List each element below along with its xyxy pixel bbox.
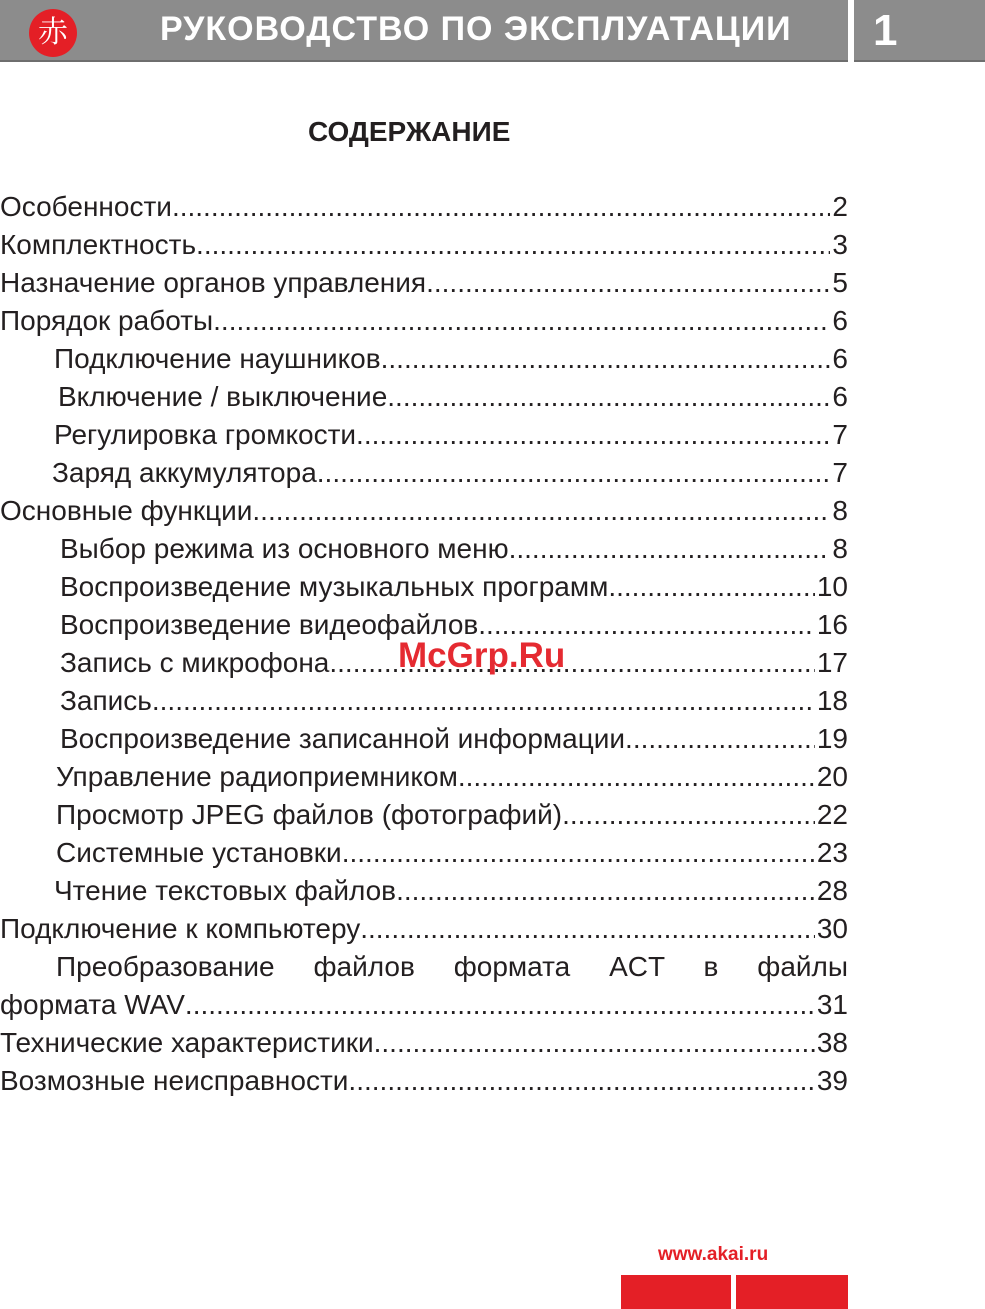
toc-leader-dots — [252, 492, 830, 530]
toc-leader-dots — [374, 1024, 815, 1062]
toc-entry — [0, 416, 848, 454]
toc-entry-label: Технические характеристики — [0, 1027, 374, 1058]
toc-entry-label: Основные функции — [0, 495, 253, 526]
toc-entry — [0, 682, 848, 720]
toc-entry-label: Просмотр JPEG файлов (фотографий) — [56, 799, 563, 830]
toc-entry — [0, 720, 848, 758]
toc-entry-label: Запись с микрофона — [60, 647, 330, 678]
toc-entry-label: Воспроизведение записанной информации — [60, 723, 626, 754]
footer-bar-left — [621, 1275, 731, 1309]
toc-leader-dots — [196, 226, 830, 264]
toc-entry-label: Запись — [60, 685, 152, 716]
toc-entry-page: 23 — [816, 837, 848, 868]
toc-entry — [0, 530, 848, 568]
toc-entry-label: Включение / выключение — [58, 381, 388, 412]
toc-entry-label: Регулировка громкости — [54, 419, 357, 450]
toc-entry — [0, 340, 848, 378]
toc-leader-dots — [152, 682, 815, 720]
toc-entry-page: 18 — [816, 685, 848, 716]
toc-entry-label: Возмозные неисправности — [0, 1065, 349, 1096]
toc-entry-label: Системные установки — [56, 837, 342, 868]
toc-entry-label: Выбор режима из основного меню — [60, 533, 509, 564]
toc-leader-dots — [608, 568, 815, 606]
toc-entry-page: 6 — [832, 381, 848, 412]
toc-entry-page: 28 — [816, 875, 848, 906]
toc-leader-dots — [172, 188, 830, 226]
toc-leader-dots — [396, 872, 815, 910]
toc-entry-page: 30 — [816, 913, 848, 944]
toc-entry-page: 22 — [816, 799, 848, 830]
toc-entry-page: 7 — [832, 419, 848, 450]
toc-entry — [0, 302, 848, 340]
toc-leader-dots — [387, 378, 830, 416]
toc-entry-page: 5 — [832, 267, 848, 298]
footer-url[interactable]: www.akai.ru — [658, 1244, 769, 1265]
toc-entry — [0, 188, 848, 226]
toc-entry — [0, 378, 848, 416]
toc-entry — [0, 796, 848, 834]
toc-entry — [0, 226, 848, 264]
toc-title: СОДЕРЖАНИЕ — [308, 116, 511, 147]
page-number: 1 — [873, 6, 898, 55]
toc-leader-dots — [348, 1062, 814, 1100]
toc-entry-page: 6 — [832, 343, 848, 374]
toc-leader-dots — [562, 796, 815, 834]
toc-entry — [0, 910, 848, 948]
toc-leader-dots — [458, 758, 815, 796]
toc-entry — [0, 1024, 848, 1062]
toc-entry — [0, 834, 848, 872]
toc-entry-label: Подключение к компьютеру — [0, 913, 361, 944]
toc-leader-dots — [360, 910, 815, 948]
toc-entry — [0, 758, 848, 796]
toc-leader-dots — [625, 720, 815, 758]
toc-entry-page: 10 — [816, 571, 848, 602]
toc-entry — [0, 1062, 848, 1100]
toc-entry-label: Особенности — [0, 191, 172, 222]
toc-entry-page: 31 — [816, 989, 848, 1020]
toc-entry-label: Воспроизведение музыкальных программ — [60, 571, 609, 602]
toc-leader-dots — [381, 340, 831, 378]
toc-entry — [0, 454, 848, 492]
toc-entry-label: Воспроизведение видеофайлов — [60, 609, 479, 640]
toc-entry — [0, 568, 848, 606]
toc-entry-page: 2 — [832, 191, 848, 222]
toc-entry-page: 8 — [832, 533, 848, 564]
toc-entry-label: Чтение текстовых файлов — [54, 875, 397, 906]
toc-entry-label: Назначение органов управления — [0, 267, 427, 298]
toc-entry-page: 17 — [816, 647, 848, 678]
toc-entry-label: Комплектность — [0, 229, 197, 260]
toc-entry — [0, 264, 848, 302]
toc-leader-dots — [356, 416, 830, 454]
toc-entry — [0, 986, 848, 1024]
toc-entry-label: формата WAV — [0, 989, 185, 1020]
toc-entry-page: 7 — [832, 457, 848, 488]
toc-entry-label: Порядок работы — [0, 305, 214, 336]
toc-leader-dots — [509, 530, 831, 568]
toc-entry-label: Управление радиоприемником — [56, 761, 458, 792]
toc-entry-page: 38 — [816, 1027, 848, 1058]
watermark: McGrp.Ru — [398, 636, 566, 675]
toc-entry-label: Подключение наушников — [54, 343, 381, 374]
toc-entry-label: Заряд аккумулятора — [52, 457, 317, 488]
toc-entry — [0, 872, 848, 910]
toc-leader-dots — [185, 986, 815, 1024]
toc-leader-dots — [426, 264, 830, 302]
toc-entry-page: 3 — [832, 229, 848, 260]
toc-entry-label: Преобразование файлов формата ACT в файлы — [56, 951, 848, 982]
toc-leader-dots — [317, 454, 831, 492]
toc-leader-dots — [213, 302, 830, 340]
toc-entry-page: 6 — [832, 305, 848, 336]
toc-leader-dots — [342, 834, 815, 872]
toc-entry-page: 20 — [816, 761, 848, 792]
footer-bar-right — [736, 1275, 848, 1309]
toc-entry — [0, 492, 848, 530]
toc-entry-page: 19 — [816, 723, 848, 754]
toc-entry-page: 16 — [816, 609, 848, 640]
toc-entry-page: 8 — [832, 495, 848, 526]
toc-entry — [0, 948, 848, 986]
akai-logo: 赤 — [29, 9, 77, 57]
header-title: РУКОВОДСТВО ПО ЭКСПЛУАТАЦИИ — [160, 10, 792, 48]
toc-entry-page: 39 — [816, 1065, 848, 1096]
